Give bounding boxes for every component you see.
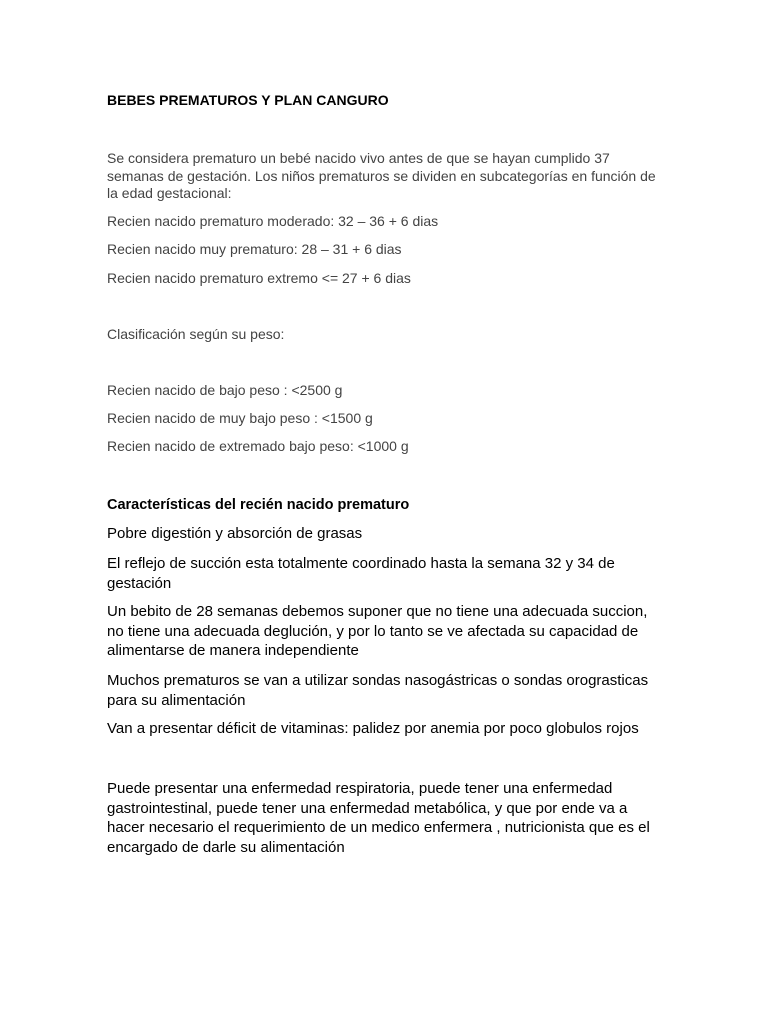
characteristic-item: El reflejo de succión esta totalmente coordinado hasta la semana 32 y 34 de gestación <box>107 555 615 592</box>
weight-heading: Clasificación según su peso: <box>107 326 285 342</box>
weight-category-low: Recien nacido de bajo peso : <2500 g <box>107 382 343 398</box>
closing-paragraph: Puede presentar una enfermedad respiratoria, puede tener una enfermedad gastrointestinal, puede tener una enfermedad metabólica, y que por ende va a hacer necesario el requerimiento de un medico enfermera , nutricionista que es el encargado de darle su alimentación <box>107 780 650 856</box>
age-category-moderate: Recien nacido prematuro moderado: 32 – 36 + 6 dias <box>107 213 439 229</box>
characteristic-item: Van a presentar déficit de vitaminas: palidez por anemia por poco globulos rojos <box>107 720 639 737</box>
characteristics-heading: Características del recién nacido prematuro <box>107 497 410 513</box>
age-category-very: Recien nacido muy prematuro: 28 – 31 + 6 dias <box>107 241 402 257</box>
weight-category-very-low: Recien nacido de muy bajo peso : <1500 g <box>107 410 373 426</box>
weight-category-extreme-low: Recien nacido de extremado bajo peso: <1000 g <box>107 438 409 454</box>
characteristic-item: Muchos prematuros se van a utilizar sondas nasogástricas o sondas orograsticas para su alimentación <box>107 672 649 709</box>
intro-paragraph: Se considera prematuro un bebé nacido vivo antes de que se hayan cumplido 37 semanas de gestación. Los niños prematuros se dividen en subcategorías en función de la edad gestacional: <box>107 150 656 201</box>
characteristic-item: Un bebito de 28 semanas debemos suponer que no tiene una adecuada succion, no tiene una adecuada deglución, y por lo tanto se ve afectada su capacidad de alimentarse de manera independiente <box>107 603 648 659</box>
characteristic-item: Pobre digestión y absorción de grasas <box>107 525 363 542</box>
age-category-extreme: Recien nacido prematuro extremo <= 27 + 6 dias <box>107 270 411 286</box>
document-title: BEBES PREMATUROS Y PLAN CANGURO <box>107 92 389 108</box>
